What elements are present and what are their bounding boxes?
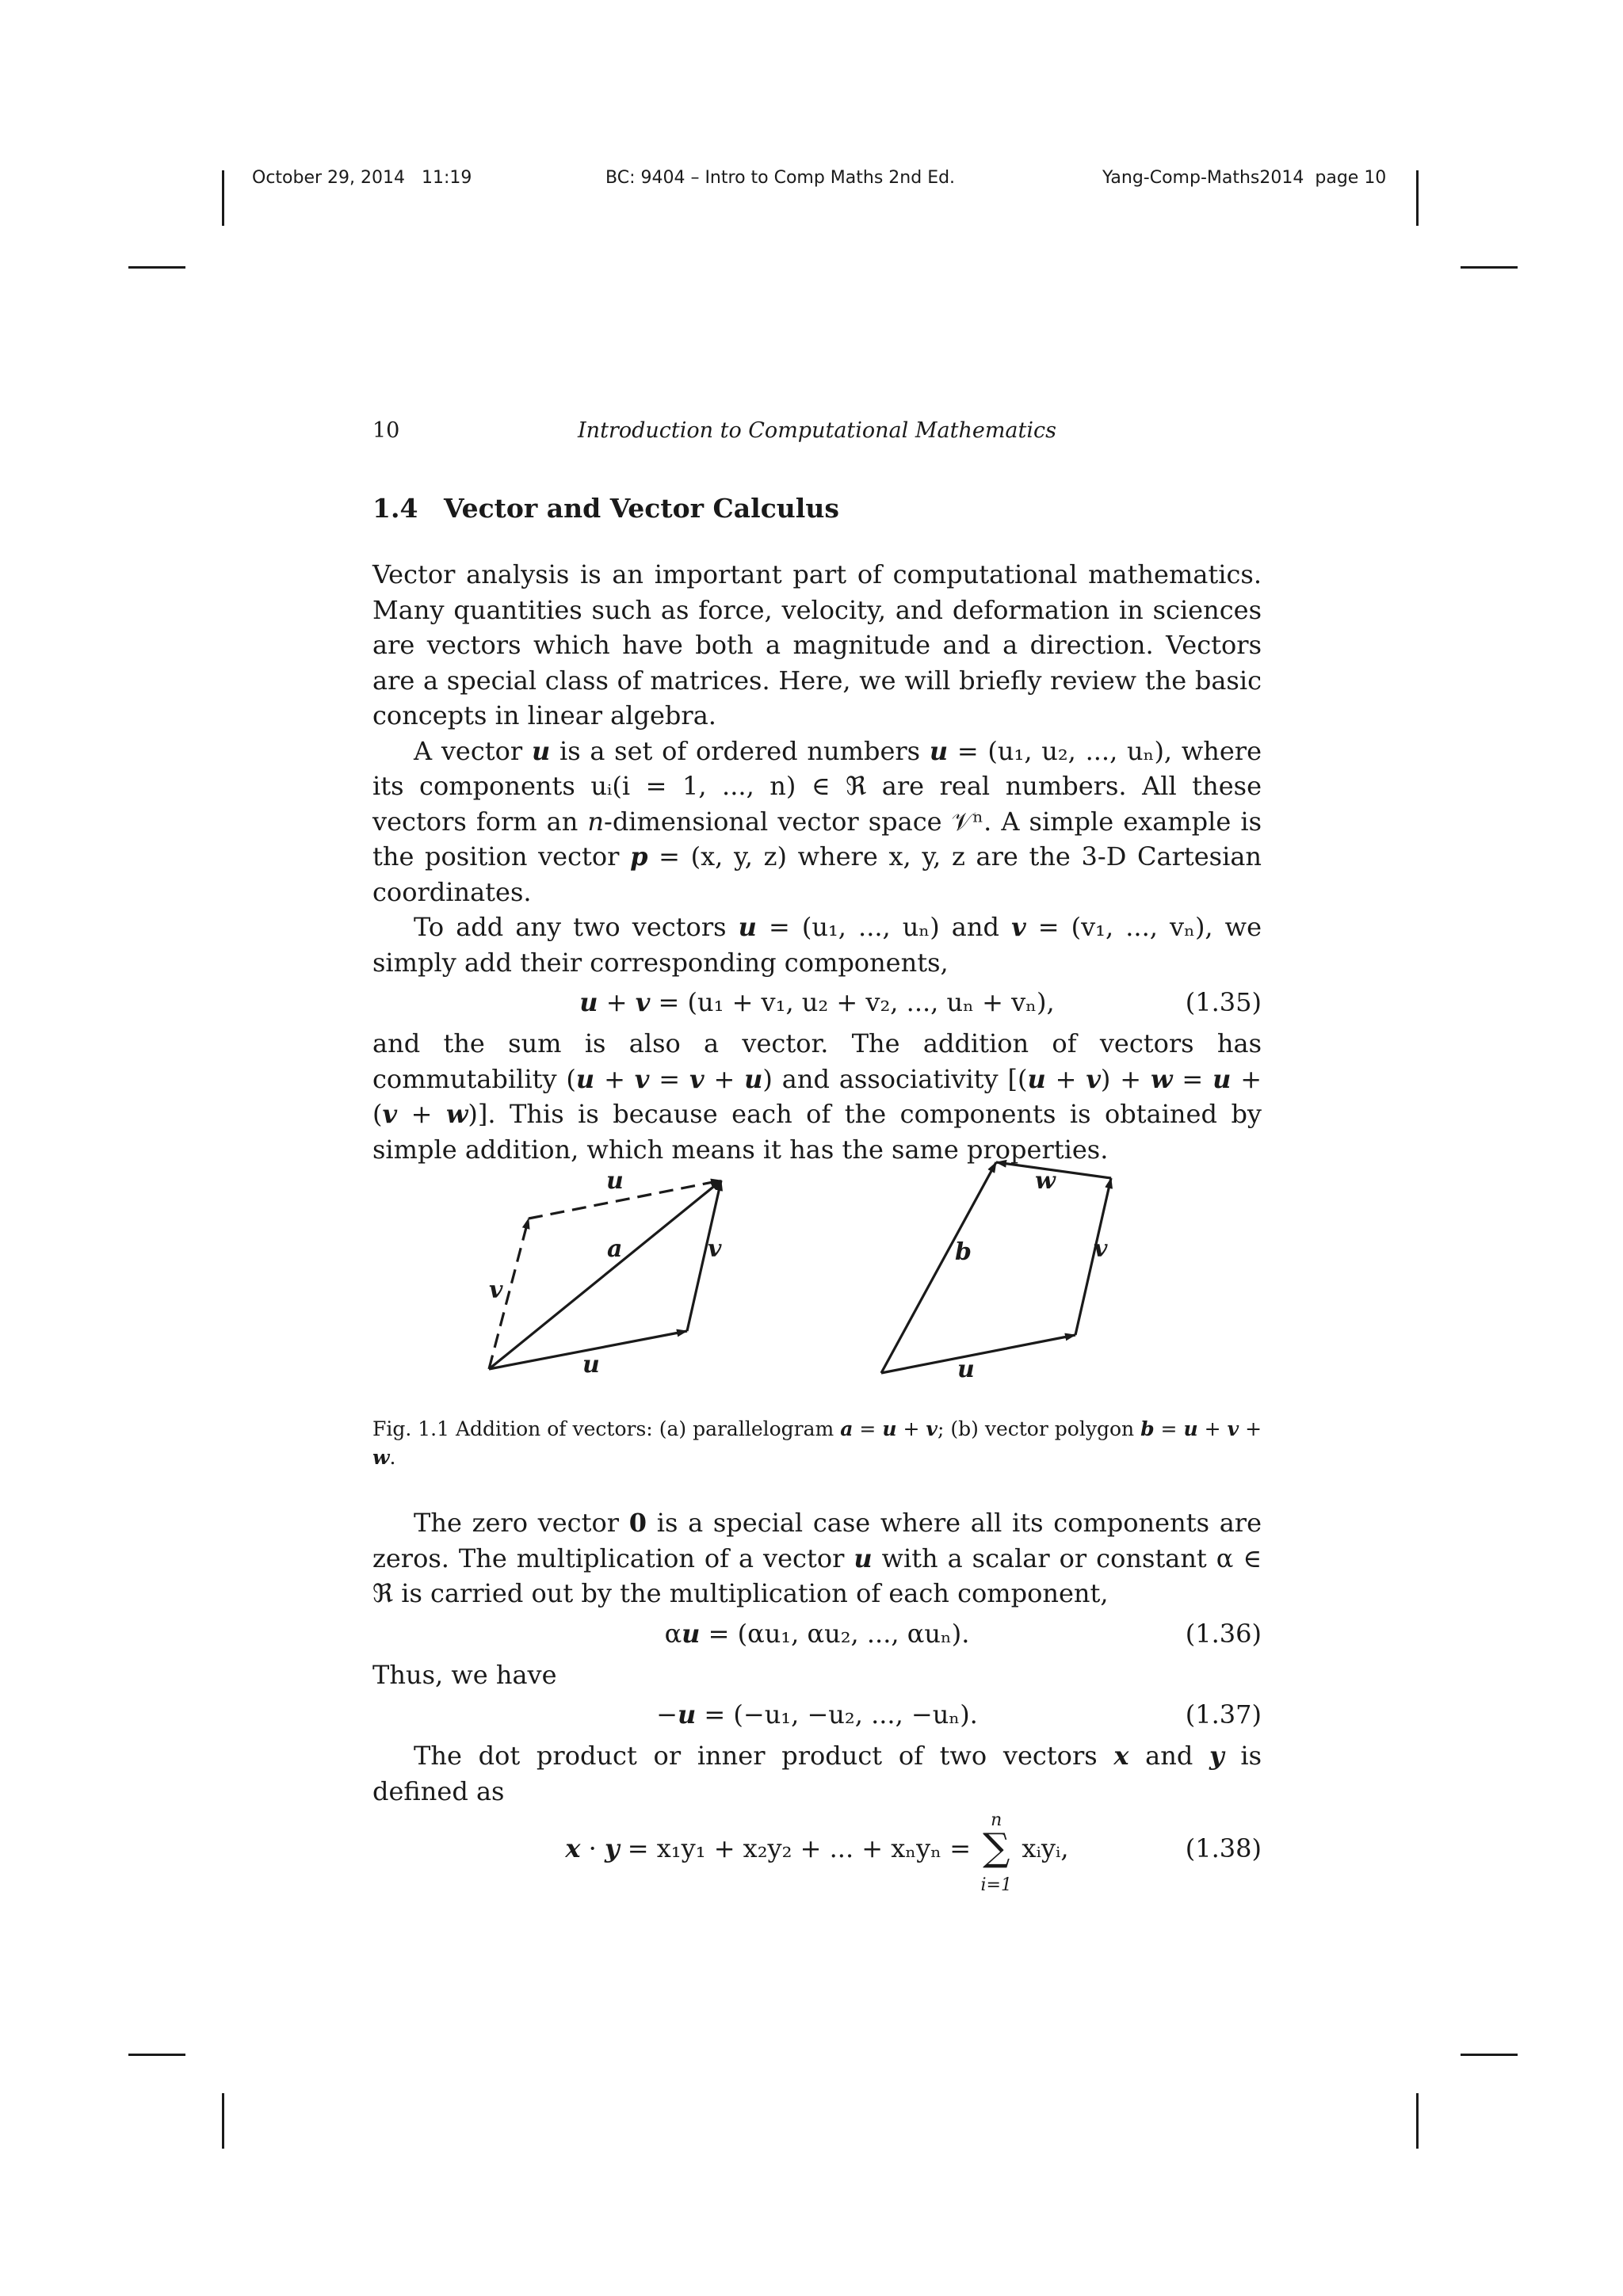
text: To add any two vectors xyxy=(414,912,739,942)
crop-mark xyxy=(1416,2093,1419,2149)
equation-1-36 xyxy=(372,1611,1262,1657)
header-date-text: October 29, 2014 xyxy=(252,168,406,188)
header-book: BC: 9404 – Intro to Comp Maths 2nd Ed. xyxy=(605,168,956,188)
text: = (x, y, z) where x, y, z are the 3-D Cartesian coordinates. xyxy=(372,841,1262,907)
text: The dot product or inner product of two vectors xyxy=(414,1741,1114,1771)
text: with a scalar or constant α ∈ ℜ is carried out by the multiplication of each component, xyxy=(372,1543,1262,1608)
equals-sign: = xyxy=(853,1417,883,1440)
label-v: v xyxy=(489,1276,503,1304)
text: ) and associativity [( xyxy=(762,1063,1028,1094)
vector-v: v xyxy=(1227,1417,1239,1440)
equation-body xyxy=(372,1616,1262,1652)
sigma-symbol: ∑ xyxy=(983,1825,1010,1870)
text: A vector xyxy=(414,735,532,766)
vector-u: u xyxy=(575,1063,595,1094)
caption-text: Fig. 1.1 Addition of vectors: (a) parallelogram xyxy=(372,1417,841,1440)
equation-number: (1.35) xyxy=(1185,987,1262,1017)
vector-v: v xyxy=(635,987,651,1017)
vector-u: u xyxy=(1183,1417,1198,1440)
figure-caption xyxy=(372,1415,1262,1472)
vector-w: w xyxy=(1151,1063,1173,1094)
vector-v: v xyxy=(689,1063,705,1094)
vector-p: p xyxy=(630,841,648,871)
crop-mark xyxy=(222,2093,224,2149)
vector-x: x xyxy=(565,1833,581,1863)
paragraph-1: Vector analysis is an important part of computational mathematics. Many quantities such as force, velocity, and deformation in sciences are vectors which have both a magnitude and a direction. Vectors are a special class of matrices. Here, we will briefly review the basic concepts in linear algebra. xyxy=(372,559,1262,730)
equals-sign: = xyxy=(1154,1417,1184,1440)
plus-sign: + xyxy=(598,987,636,1017)
equation-rhs: = (−u₁, −u₂, ..., −uₙ). xyxy=(696,1699,978,1730)
equation-rhs: = (αu₁, αu₂, ..., αuₙ). xyxy=(700,1618,970,1649)
vector-b xyxy=(881,1162,996,1373)
label-v: v xyxy=(708,1235,722,1263)
plus-sign: + xyxy=(704,1063,745,1094)
paragraph-6: Thus, we have xyxy=(372,1659,557,1690)
vector-v: v xyxy=(1011,912,1026,942)
plus-sign: + xyxy=(1045,1063,1086,1094)
vector-u: u xyxy=(854,1543,873,1573)
label-u: u xyxy=(582,1351,600,1379)
parallelogram-diagram xyxy=(489,1180,721,1369)
sum-upper-limit: n xyxy=(991,1810,1002,1830)
label-v: v xyxy=(1094,1235,1108,1263)
zero-vector: 0 xyxy=(628,1508,647,1538)
label-a: a xyxy=(607,1235,623,1263)
text: = (u₁, u₂, ..., uₙ), where its components uᵢ(i = 1, ..., n) ∈ ℜ are real numbers. All these vectors form an xyxy=(372,735,1262,837)
text: and the sum is also a vector. The addition of vectors has commutability ( xyxy=(372,1028,1262,1094)
plus-sign: + xyxy=(397,1099,446,1129)
text: is a set of ordered numbers xyxy=(550,735,930,766)
page-number: 10 xyxy=(372,418,400,443)
equation-1-37 xyxy=(372,1692,1262,1738)
vector-u: u xyxy=(929,735,949,766)
label-u: u xyxy=(957,1356,975,1383)
vector-u: u xyxy=(682,1618,701,1649)
text: = (u₁, ..., uₙ) and xyxy=(756,912,1012,942)
crop-mark xyxy=(1461,2054,1518,2056)
plus-sign: + xyxy=(896,1417,926,1440)
vector-u: u xyxy=(738,912,757,942)
vector-u: u xyxy=(744,1063,763,1094)
polygon-diagram xyxy=(881,1162,1111,1373)
text: and xyxy=(1128,1741,1210,1771)
vector-u: u xyxy=(1212,1063,1232,1094)
plus-sign: + xyxy=(1239,1417,1262,1440)
vector-y: y xyxy=(604,1833,620,1863)
plus-sign: + xyxy=(1110,1063,1151,1094)
label-b: b xyxy=(955,1238,972,1266)
vector-b: b xyxy=(1140,1417,1155,1440)
vector-a: a xyxy=(840,1417,854,1440)
vector-u: u xyxy=(677,1699,697,1730)
equals-sign: = xyxy=(649,1063,689,1094)
paragraph-4: and the sum is also a vector. The addition of vectors has commutability (u + v = v + u) and associativity [(u + v) + w = u + (v + w)]. This is because each of the components is obtained by simple addition, which means it has the same properties. xyxy=(372,1028,1262,1165)
crop-mark xyxy=(128,2054,185,2056)
equation-1-38 xyxy=(372,1809,1262,1896)
dot-operator: · xyxy=(580,1833,605,1863)
sum-lower-limit: i=1 xyxy=(980,1875,1012,1895)
label-w: w xyxy=(1035,1167,1056,1195)
equation-number: (1.36) xyxy=(1185,1618,1262,1649)
plus-sign: + xyxy=(1197,1417,1228,1440)
vector-a-diagonal xyxy=(489,1180,721,1369)
running-title: Introduction to Computational Mathematics xyxy=(578,418,1056,443)
caption-text: . xyxy=(389,1446,396,1469)
vector-v: v xyxy=(382,1099,398,1129)
text: is defined as xyxy=(372,1741,1262,1806)
label-u: u xyxy=(606,1167,624,1195)
text: The zero vector xyxy=(414,1508,629,1538)
text: is a special case where all its components are zeros. The multiplication of a vector xyxy=(372,1508,1262,1573)
vector-u-dashed xyxy=(529,1180,721,1219)
header-file-name: Yang-Comp-Maths2014 xyxy=(1102,168,1304,188)
vector-v: v xyxy=(926,1417,938,1440)
header-page-label: page 10 xyxy=(1315,168,1387,188)
equation-body xyxy=(372,1810,1262,1895)
vector-u: u xyxy=(531,735,551,766)
vector-v: v xyxy=(634,1063,650,1094)
equation-number: (1.38) xyxy=(1185,1833,1262,1863)
vector-u: u xyxy=(579,987,598,1017)
section-title: Vector and Vector Calculus xyxy=(444,493,839,524)
text: = (v₁, ..., vₙ), we simply add their corresponding components, xyxy=(372,912,1262,978)
text: )]. This is because each of the components is obtained by simple addition, which means it has the same properties. xyxy=(372,1099,1262,1165)
paragraph-7 xyxy=(372,1738,1262,1809)
caption-text: ; (b) vector polygon xyxy=(937,1417,1141,1440)
vector-u: u xyxy=(1027,1063,1046,1094)
vector-w: w xyxy=(372,1446,390,1469)
equation-lhs: − xyxy=(656,1699,678,1730)
section-number: 1.4 xyxy=(372,493,418,524)
vector-y: y xyxy=(1209,1741,1224,1771)
vector-v: v xyxy=(1086,1063,1101,1094)
equation-body xyxy=(372,1697,1262,1733)
vector-w: w xyxy=(445,1099,468,1129)
vector-u: u xyxy=(882,1417,897,1440)
header-time: 11:19 xyxy=(422,168,472,188)
text: n xyxy=(587,806,604,837)
text: -dimensional vector space 𝒱ⁿ. A simple example is the position vector xyxy=(372,806,1262,871)
plus-sign: + xyxy=(1231,1063,1262,1094)
equals-sign: = xyxy=(1172,1063,1213,1094)
vector-u xyxy=(881,1335,1075,1373)
lower-text xyxy=(372,1505,1262,1896)
paragraph-5 xyxy=(372,1505,1262,1611)
equation-rhs: = (u₁ + v₁, u₂ + v₂, ..., uₙ + vₙ), xyxy=(650,987,1055,1017)
plus-sign: + xyxy=(594,1063,635,1094)
equation-tail: xᵢyᵢ, xyxy=(1022,1833,1069,1863)
equation-lhs: α xyxy=(664,1618,682,1649)
vector-x: x xyxy=(1113,1741,1129,1771)
equation-middle: = x₁y₁ + x₂y₂ + ... + xₙyₙ = xyxy=(619,1833,980,1863)
summation xyxy=(979,1810,1014,1895)
equation-number: (1.37) xyxy=(1185,1699,1262,1730)
